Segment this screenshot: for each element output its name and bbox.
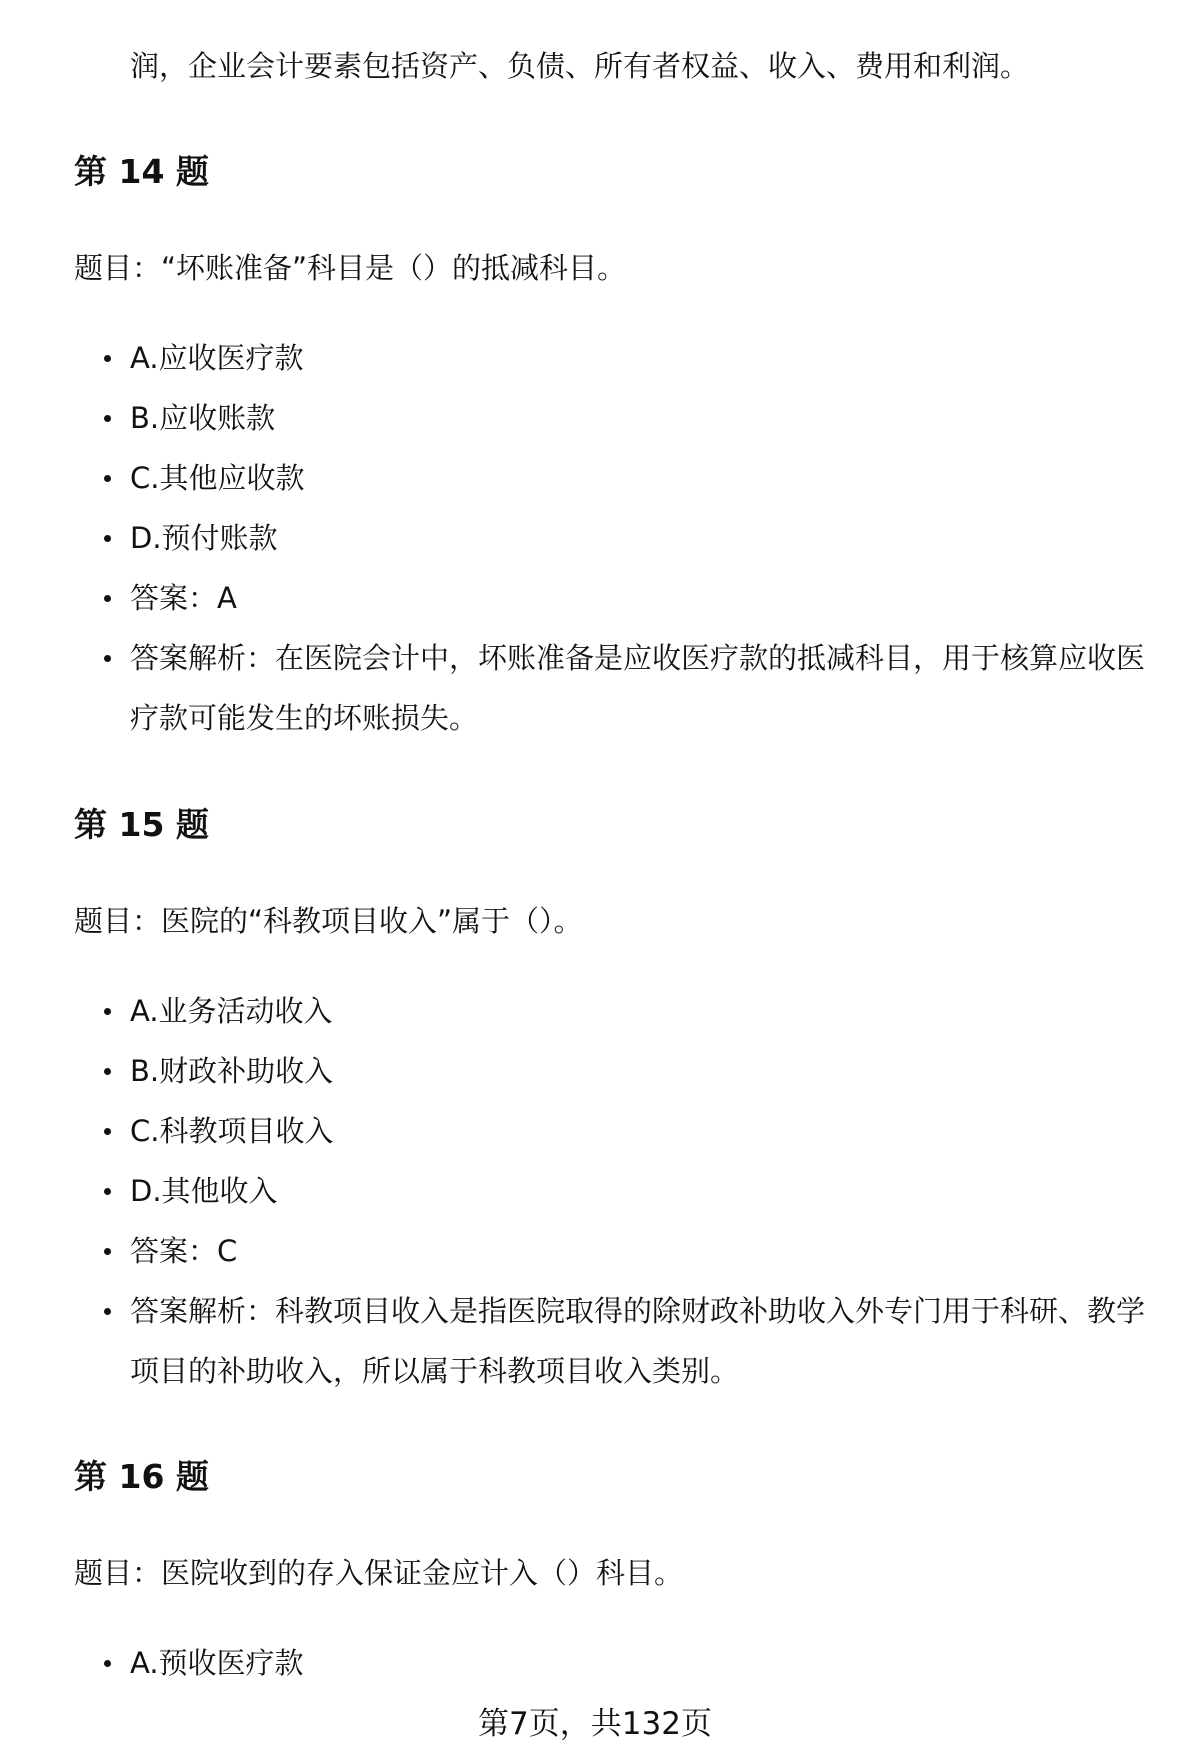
answer: 答案：C (0, 1221, 1190, 1281)
answer-explanation: 答案解析：在医院会计中，坏账准备是应收医疗款的抵减科目，用于核算应收医疗款可能发生的坏账损失。 (0, 628, 1190, 748)
page-footer: 第7页，共132页 (478, 1706, 712, 1742)
option-a: A.应收医疗款 (0, 328, 1190, 388)
option-a: A.预收医疗款 (0, 1633, 1190, 1693)
option-c: C.其他应收款 (0, 448, 1190, 508)
question-15-heading: 第 15 题 (74, 805, 209, 844)
option-a: A.业务活动收入 (0, 981, 1190, 1041)
question-14-list (0, 328, 1190, 748)
question-16-stem: 题目：医院收到的存入保证金应计入（）科目。 (74, 1556, 684, 1590)
option-b: B.财政补助收入 (0, 1041, 1190, 1101)
question-16-list (0, 1633, 1190, 1693)
question-14-stem: 题目：“坏账准备”科目是（）的抵减科目。 (74, 251, 627, 285)
answer: 答案：A (0, 568, 1190, 628)
continuation-text: 润，企业会计要素包括资产、负债、所有者权益、收入、费用和利润。 (130, 49, 1030, 83)
question-14-heading: 第 14 题 (74, 152, 209, 191)
option-d: D.其他收入 (0, 1161, 1190, 1221)
option-b: B.应收账款 (0, 388, 1190, 448)
option-c: C.科教项目收入 (0, 1101, 1190, 1161)
question-15-stem: 题目：医院的“科教项目收入”属于（）。 (74, 904, 583, 938)
answer-explanation: 答案解析：科教项目收入是指医院取得的除财政补助收入外专门用于科研、教学项目的补助收入，所以属于科教项目收入类别。 (0, 1281, 1190, 1401)
question-16-heading: 第 16 题 (74, 1457, 209, 1496)
option-d: D.预付账款 (0, 508, 1190, 568)
question-15-list (0, 981, 1190, 1401)
